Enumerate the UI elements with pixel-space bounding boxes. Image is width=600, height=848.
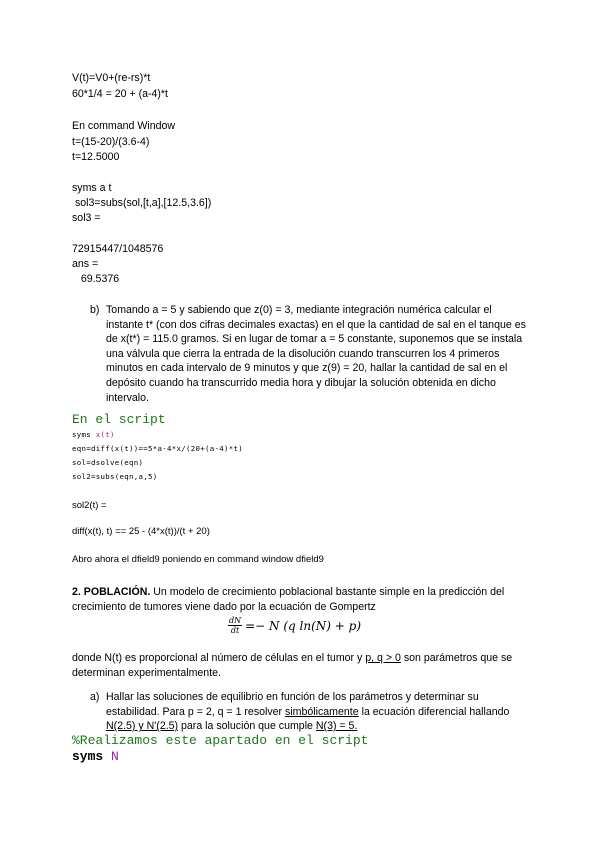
script-comment: En el script <box>72 412 166 427</box>
text-line: En command Window <box>72 120 176 132</box>
code-variable: x(t) <box>95 430 115 439</box>
text-span: Hallar las soluciones de equilibrio en función de los parámetros y determinar su estabilidad. Para p = 2, q = 1 resolver <box>106 691 479 718</box>
equation-rhs: =− N (q ln(N) + p) <box>245 618 362 633</box>
item-a-text <box>106 690 526 734</box>
text-span: la ecuación diferencial hallando <box>358 705 510 718</box>
derivative-fraction <box>228 616 242 635</box>
code-line: sol=dsolve(eqn) <box>72 458 144 467</box>
underlined-text: p, q > 0 <box>365 652 401 664</box>
text-line: t=12.5000 <box>72 151 120 163</box>
text-line: t=(15-20)/(3.6-4) <box>72 136 150 148</box>
item-b-text: Tomando a = 5 y sabiendo que z(0) = 3, mediante integración numérica calcular el instante t* (con dos cifras decimales exactas) en el que la cantidad de sal en el tanque es de x(t*) = 115.0 gramos. Si en lugar de tomar a = 5 constante, suponemos que se instala una válvula que cierra la entrada de la disolución cuando transcurren los 4 primeros minutos en cada intervalo de 9 minutos y que z(9) = 20, hallar la cantidad de sal en el depósito cuando ha transcurrido media hora y dibujar la solución obtenida en dicho intervalo. <box>106 304 526 404</box>
code-line: sol2=subs(eqn,a,5) <box>72 472 158 481</box>
fraction-numerator: dN <box>229 616 242 625</box>
code-variable: N <box>111 749 119 764</box>
text-span: son parámetros que se determinan experimentalmente. <box>72 652 513 679</box>
section-text: Un modelo de crecimiento poblacional bastante simple en la predicción del crecimiento de tumores viene dado por la ecuación de Gompertz <box>72 586 505 613</box>
output-line: sol2(t) = <box>72 500 107 511</box>
output-line: diff(x(t), t) == 25 - (4*x(t))/(t + 20) <box>72 526 210 537</box>
code-keyword: syms <box>72 749 112 764</box>
code-line <box>72 429 115 441</box>
script-comment: %Realizamos este apartado en el script <box>72 733 369 748</box>
text-line: sol3 = <box>72 212 101 224</box>
item-a-label: a) <box>90 691 100 703</box>
fraction-denominator: dt <box>230 626 240 635</box>
gompertz-equation <box>228 616 361 635</box>
code-line <box>72 749 119 765</box>
paragraph <box>72 651 528 681</box>
text-line: sol3=subs(sol,[t,a],[12.5,3.6]) <box>72 197 212 209</box>
note-line: Abro ahora el dfield9 poniendo en command window dfield9 <box>72 554 324 565</box>
text-line: 72915447/1048576 <box>72 243 164 255</box>
item-b-label: b) <box>90 304 100 316</box>
section-2 <box>72 585 528 615</box>
underlined-text: simbólicamente <box>285 705 359 718</box>
text-line: 69.5376 <box>72 273 120 285</box>
code-keyword: syms <box>72 430 96 439</box>
text-line: V(t)=V0+(re-rs)*t <box>72 72 151 84</box>
text-span: para la solución que cumple <box>178 720 316 733</box>
text-line: 60*1/4 = 20 + (a-4)*t <box>72 88 168 100</box>
text-line: syms a t <box>72 182 112 194</box>
code-line: eqn=diff(x(t))==5*a-4*x/(20+(a-4)*t) <box>72 444 243 453</box>
underlined-text: N(2.5) y N'(2.5) <box>106 720 179 733</box>
text-line: ans = <box>72 258 99 270</box>
underlined-text: N(3) = 5. <box>315 720 358 733</box>
text-span: donde N(t) es proporcional al número de células en el tumor y <box>72 652 366 664</box>
section-title: 2. POBLACIÓN. <box>72 586 151 598</box>
